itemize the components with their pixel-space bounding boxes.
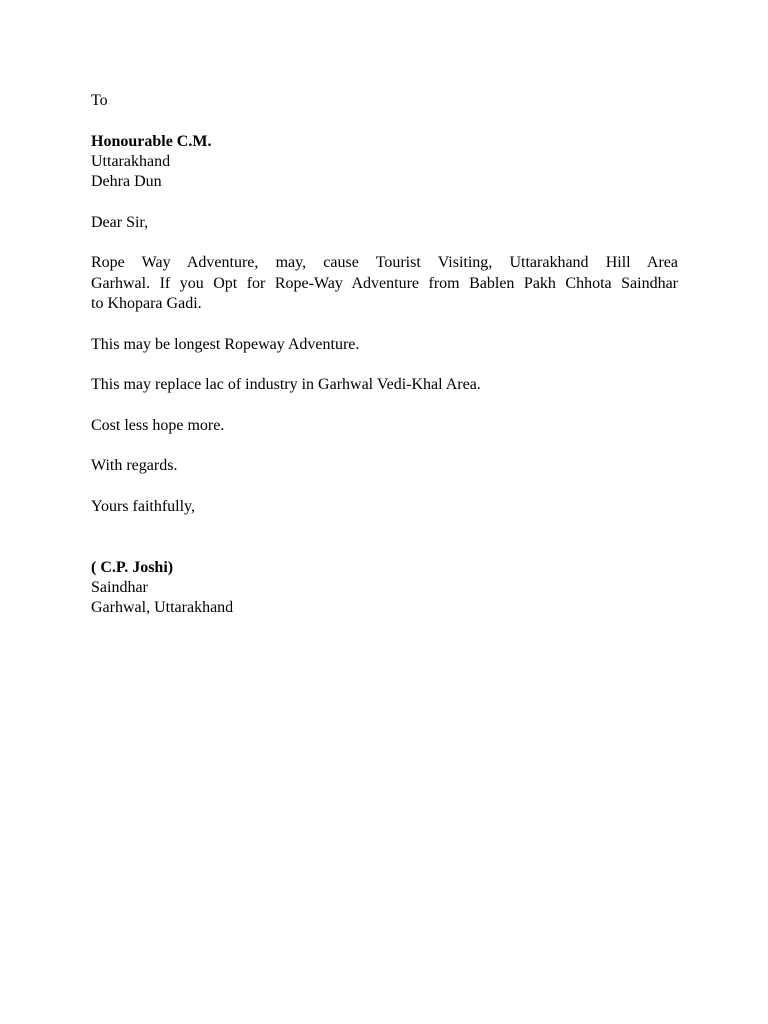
spacer: [91, 233, 678, 253]
spacer: [91, 192, 678, 212]
spacer: [91, 314, 678, 334]
letter-content: [91, 91, 678, 619]
recipient-title: Honourable C.M.: [91, 132, 212, 150]
greeting: Dear Sir,: [91, 213, 149, 231]
closing: Yours faithfully,: [91, 497, 196, 515]
spacer: [91, 395, 678, 415]
signature-space: [91, 517, 678, 558]
spacer: [91, 111, 678, 131]
sender-line-2: Garhwal, Uttarakhand: [91, 599, 234, 617]
salutation-to: To: [91, 92, 108, 109]
spacer: [91, 436, 678, 456]
sender-name: ( C.P. Joshi): [91, 558, 174, 576]
sender-line-1: Saindhar: [91, 579, 148, 597]
sender-address: [91, 558, 678, 619]
body-paragraph-1-line: Garhwal. If you Opt for Rope-Way Adventure from Bablen Pakh Chhota Saindhar: [91, 274, 678, 292]
body-paragraph-2: This may be longest Ropeway Adventure.: [91, 335, 360, 353]
recipient-address: [91, 132, 678, 193]
spacer: [91, 477, 678, 497]
body-paragraph-1: [91, 253, 678, 314]
spacer: [91, 355, 678, 375]
recipient-line-1: Uttarakhand: [91, 152, 171, 170]
body-paragraph-1-line: to Khopara Gadi.: [91, 294, 202, 312]
body-paragraph-5: With regards.: [91, 457, 178, 475]
recipient-line-2: Dehra Dun: [91, 173, 162, 191]
body-paragraph-1-line: Rope Way Adventure, may, cause Tourist Visiting, Uttarakhand Hill Area: [91, 254, 678, 272]
body-paragraph-4: Cost less hope more.: [91, 416, 225, 434]
body-paragraph-3: This may replace lac of industry in Garhwal Vedi-Khal Area.: [91, 376, 481, 394]
